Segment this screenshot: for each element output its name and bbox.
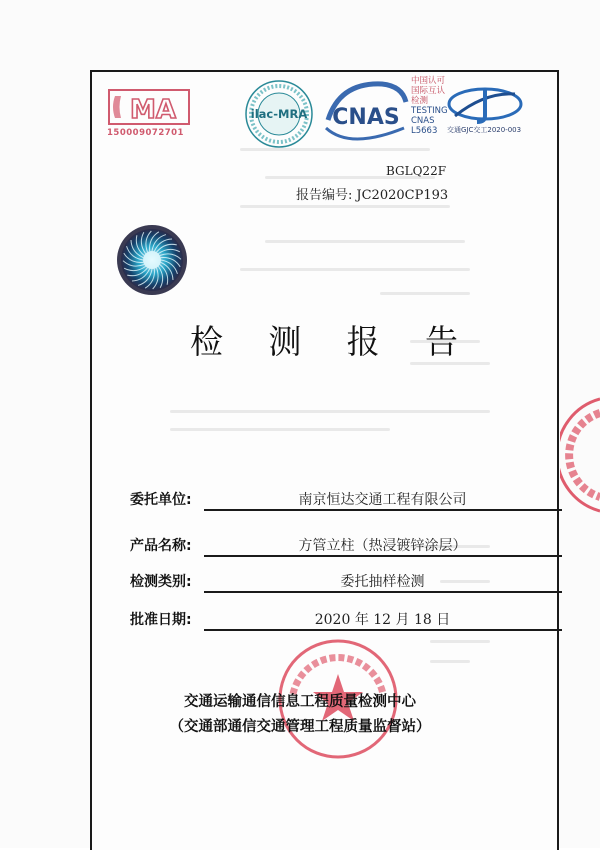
report-code: BGLQ22F	[386, 164, 447, 178]
field-underline	[204, 629, 562, 631]
title-char: 测	[268, 322, 304, 361]
field-label: 产品名称:	[130, 538, 192, 554]
organization-subname: （交通部通信交通管理工程质量监督站）	[169, 719, 431, 735]
field-value: 2020 年 12 月 18 日	[314, 612, 451, 628]
field-underline	[204, 555, 562, 557]
cnas-logo	[320, 80, 410, 150]
field-value: 南京恒达交通工程有限公司	[298, 492, 467, 508]
field-underline	[204, 591, 562, 593]
field-label: 检测类别:	[130, 574, 192, 590]
field-product-name	[130, 535, 467, 557]
report-number	[296, 184, 448, 203]
cnas-side-line: CNAS L5663	[411, 116, 438, 136]
side-seal-stamp	[560, 395, 600, 515]
field-client	[130, 489, 467, 511]
field-label: 委托单位:	[130, 492, 192, 508]
organization-name: 交通运输通信信息工程质量检测中心	[184, 694, 416, 710]
cnas-text: CNAS	[332, 105, 400, 130]
cma-logo	[107, 88, 195, 148]
field-value: 方管立柱（热浸镀锌涂层）	[298, 538, 467, 554]
jt-logo	[445, 86, 525, 126]
cnas-side-line: 国际互认	[411, 86, 446, 96]
title-char: 告	[424, 322, 460, 361]
field-approval-date	[130, 609, 451, 631]
cnas-side-line: 中国认可	[411, 76, 446, 86]
cma-code: 150009072701	[107, 128, 184, 138]
cma-mark-icon	[107, 88, 191, 126]
field-value: 委托抽样检测	[340, 574, 425, 590]
ilac-mra-logo	[243, 78, 315, 150]
report-number-value: JC2020CP193	[356, 188, 449, 203]
field-underline	[204, 509, 562, 511]
jt-code: 交通GJC交工2020-003	[447, 126, 522, 134]
title-char: 检	[190, 322, 225, 361]
ilac-text: ilac-MRA	[250, 107, 308, 121]
cnas-side-line: TESTING	[411, 106, 448, 116]
cma-mark-text: MA	[130, 95, 176, 125]
report-number-label: 报告编号:	[296, 188, 353, 203]
title-char: 报	[346, 322, 382, 361]
hologram-seal-icon	[116, 224, 188, 296]
report-title	[190, 316, 460, 363]
cnas-side-line: 检测	[411, 96, 429, 106]
field-label: 批准日期:	[130, 612, 192, 628]
field-test-category	[130, 571, 430, 593]
